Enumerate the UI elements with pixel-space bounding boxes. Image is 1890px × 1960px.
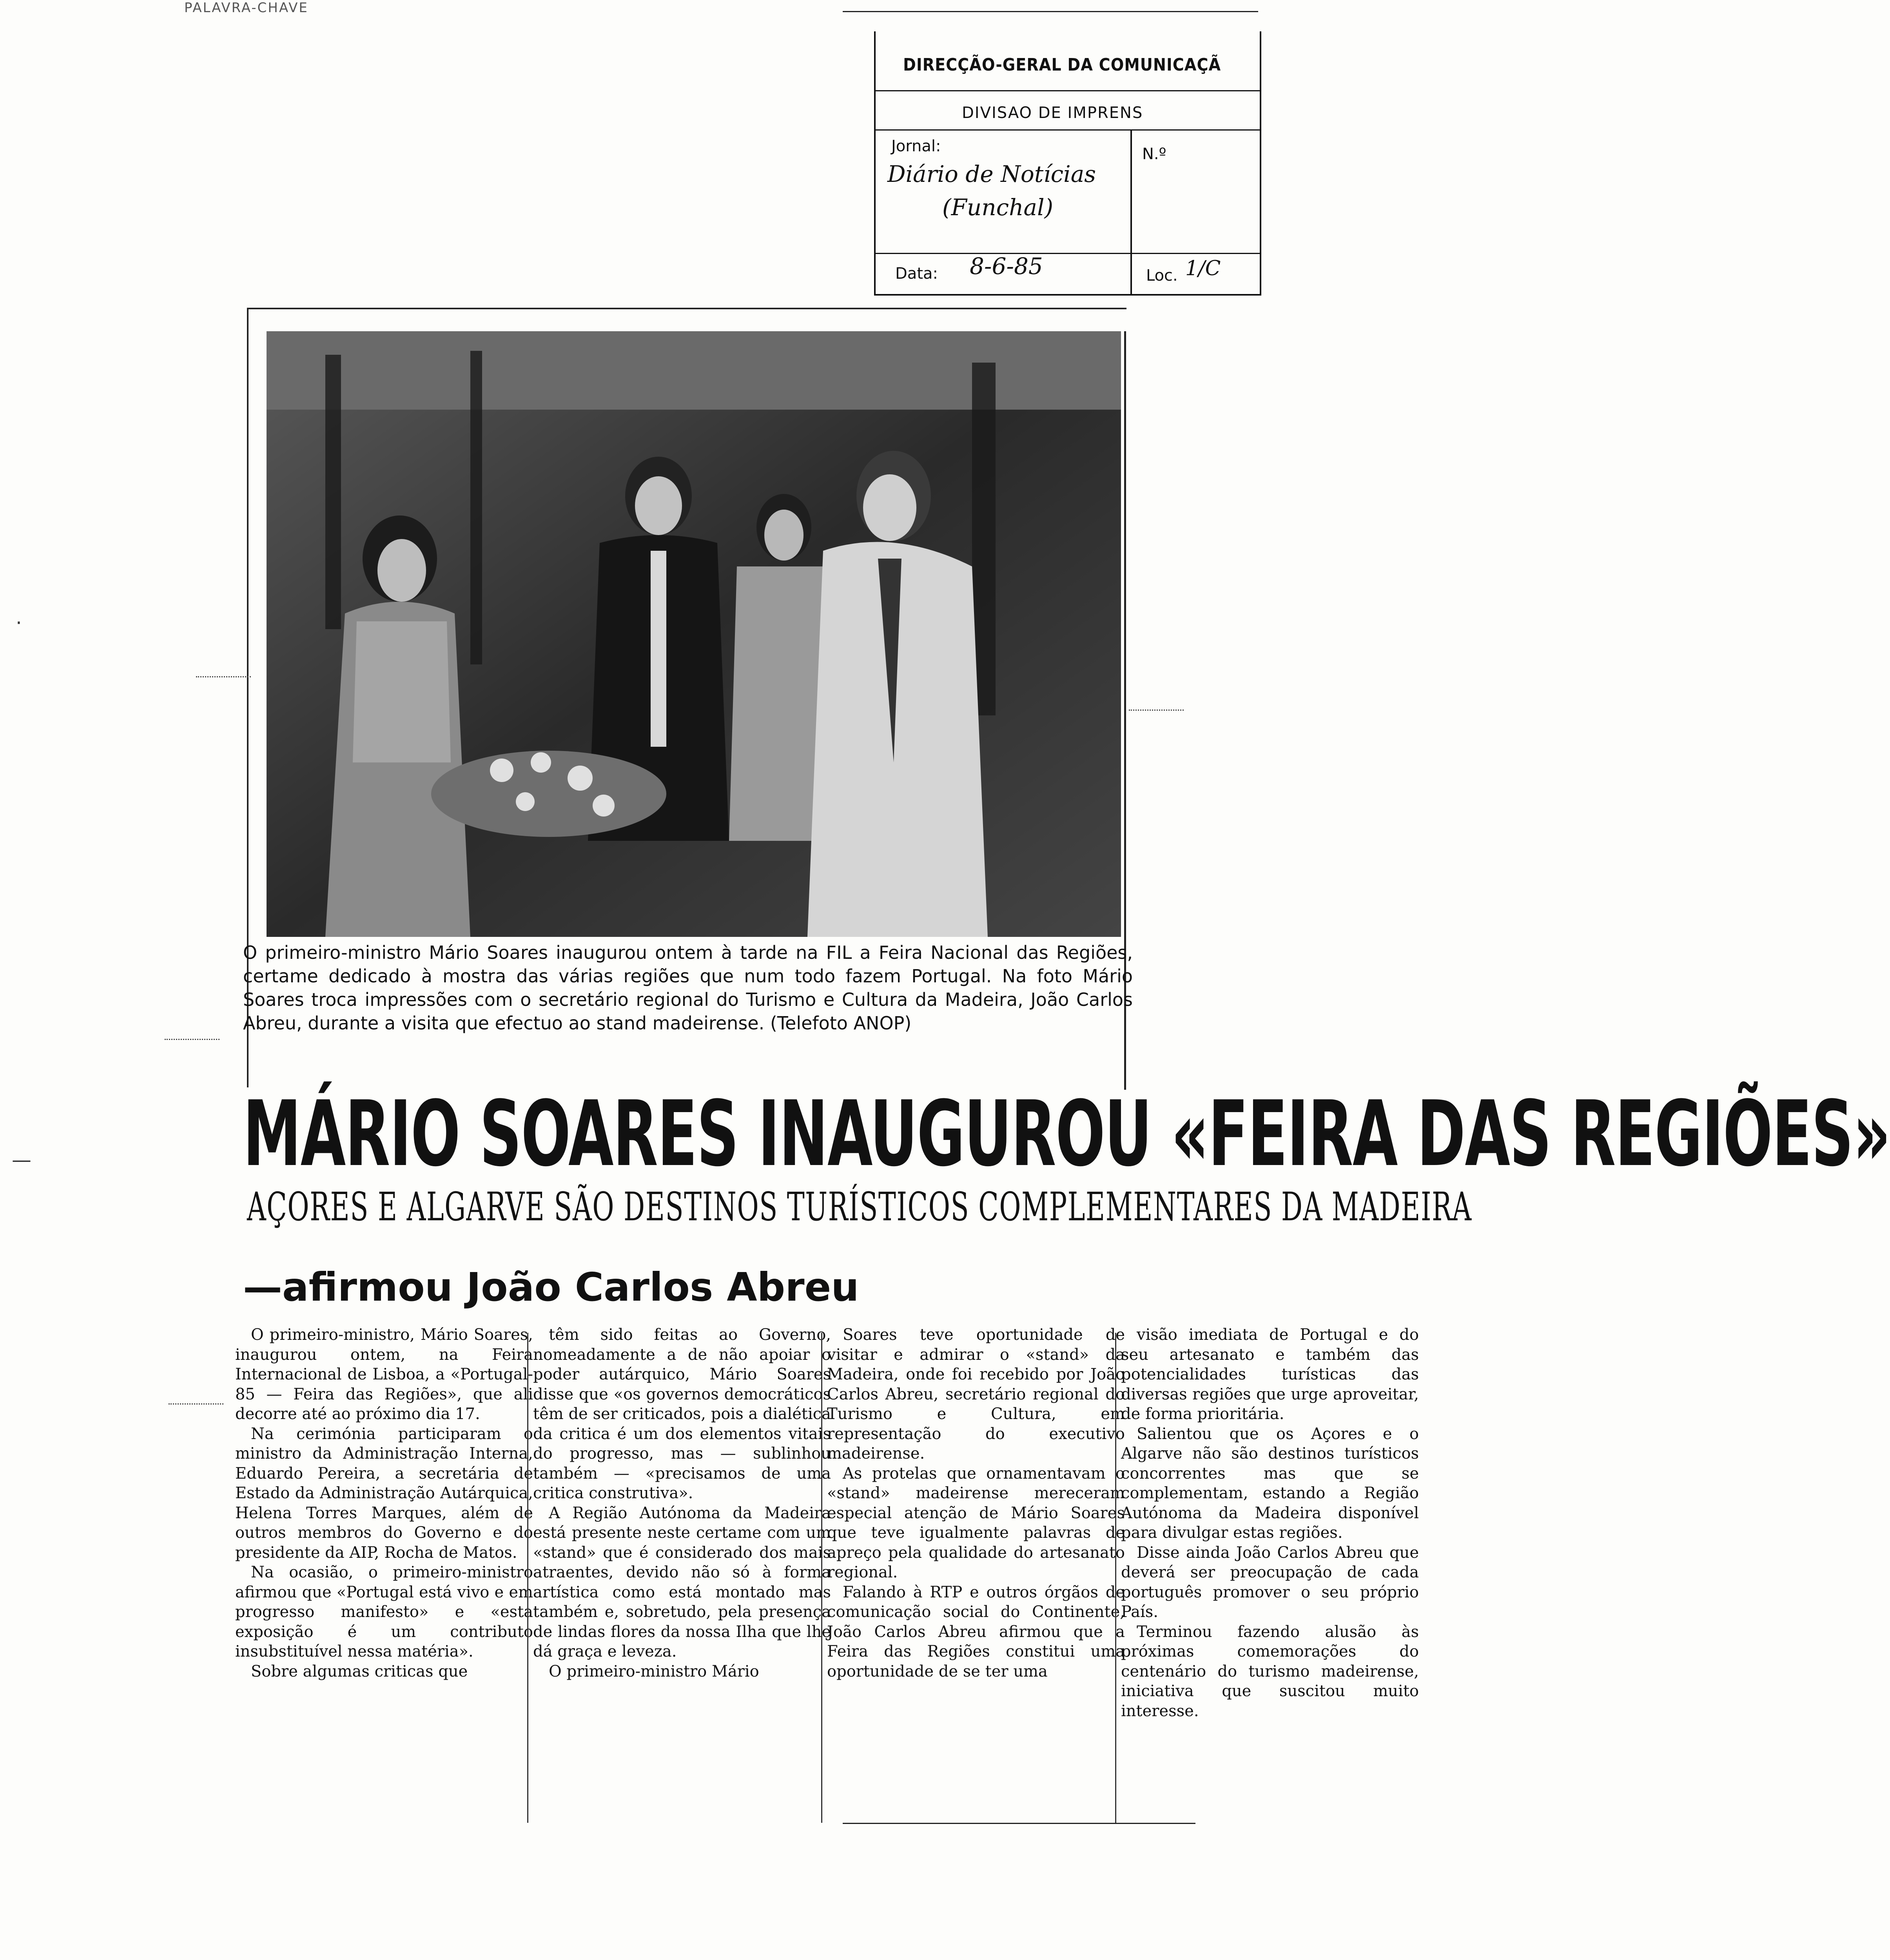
- paragraph: O primeiro-ministro, Mário Soares, inaugurou ontem, na Feira Internacional de Lisboa, a «Portugal-85 — Feira das Regiões», que ali decorre até ao próximo dia 17.: [235, 1326, 533, 1423]
- margin-mark: ⋅: [16, 612, 22, 634]
- news-photo-illustration: [267, 331, 1121, 937]
- paragraph: As protelas que ornamentavam o «stand» madeirense mereceram especial atenção de Mário Soares que teve igualmente palavras de apreço pela qualidade do artesanato regional.: [827, 1464, 1125, 1581]
- stamp-divider: [1130, 129, 1132, 263]
- paragraph: Sobre algumas criticas que: [251, 1662, 468, 1681]
- stamp-journal-city: (Funchal): [942, 194, 1054, 221]
- article-column-1: [235, 1325, 533, 1681]
- cut-mark: [196, 676, 251, 677]
- top-rule: [843, 11, 1258, 12]
- bottom-rule: [843, 1823, 1195, 1824]
- stamp-date-row: [876, 253, 1260, 254]
- stamp-date-divider: [1130, 253, 1132, 294]
- cut-mark: [169, 1403, 223, 1405]
- cut-mark: [165, 1039, 219, 1040]
- corner-label: PALAVRA-CHAVE: [184, 0, 308, 16]
- cut-mark: [1129, 710, 1184, 711]
- article-column-2: [533, 1325, 831, 1681]
- paragraph: Salientou que os Açores e o Algarve não são destinos turísticos concorrentes mas que se complementam, estando a Região Autónoma da Madeira disponível para divulgar estas regiões.: [1121, 1425, 1419, 1542]
- news-photo: [267, 331, 1121, 937]
- byline: —afirmou João Carlos Abreu: [243, 1264, 859, 1310]
- stamp-department: DIRECÇÃO-GERAL DA COMUNICAÇÃ: [903, 55, 1221, 75]
- paragraph: Na cerimónia participaram o ministro da Administração Interna, Eduardo Pereira, a secretária de Estado da Administração Autárquica, Helena Torres Marques, além de outros membros do Governo e do presidente da AIP, Rocha de Matos.: [235, 1425, 533, 1562]
- stamp-loc-label: Loc.: [1146, 267, 1178, 285]
- paragraph: têm sido feitas ao Governo, nomeadamente a de não apoiar o poder autárquico, Mário Soares disse que «os governos democráticos têm de ser criticados, pois a dialética da critica é um dos elementos vitais do progresso, mas — sublinhou também — «precisamos de uma critica construtiva».: [533, 1326, 831, 1502]
- stamp-date-label: Data:: [895, 265, 938, 283]
- paragraph: Na ocasião, o primeiro-ministro afirmou que «Portugal está vivo e em progresso manifesto» e «esta exposição é um contributo insubstituível nessa matéria».: [235, 1563, 533, 1661]
- stamp-journal-label: Jornal:: [891, 137, 941, 155]
- paragraph: Soares teve oportunidade de visitar e admirar o «stand» da Madeira, onde foi recebido por João Carlos Abreu, secretário regional do Turismo e Cultura, em representação do executivo madeirense.: [827, 1326, 1125, 1463]
- paragraph: Falando à RTP e outros órgãos de comunicação social do Continente, João Carlos Abreu afirmou que a Feira das Regiões constitui uma oportunidade de se ter uma: [827, 1583, 1125, 1681]
- paragraph: O primeiro-ministro Mário: [549, 1662, 759, 1681]
- paragraph: Disse ainda João Carlos Abreu que deverá ser preocupação de cada português promover o seu próprio País.: [1121, 1543, 1419, 1621]
- paragraph: visão imediata de Portugal e do seu artesanato e também das potencialidades turísticas das diversas regiões que urge aproveitar, de forma prioritária.: [1121, 1326, 1419, 1423]
- column-rule: [1115, 1333, 1116, 1823]
- stamp-journal-value: Diário de Notícias: [887, 161, 1096, 187]
- article-column-4: [1121, 1325, 1419, 1721]
- stamp-number-label: N.º: [1142, 145, 1166, 163]
- stamp-department-row: [876, 31, 1260, 91]
- article-column-3: [827, 1325, 1125, 1681]
- stamp-date-value: 8-6-85: [970, 253, 1043, 279]
- headline: MÁRIO SOARES INAUGUROU «FEIRA DAS REGIÕES»: [243, 1082, 1890, 1187]
- press-office-stamp: [874, 31, 1261, 296]
- column-rule: [821, 1333, 822, 1823]
- subheadline: AÇORES E ALGARVE SÃO DESTINOS TURÍSTICOS COMPLEMENTARES DA MADEIRA: [247, 1184, 1472, 1230]
- stamp-journal-row: [876, 129, 1260, 263]
- paragraph: A Região Autónoma da Madeira está presente neste certame com um «stand» que é considerado dos mais atraentes, devido não só à forma artística como está montado mas também e, sobretudo, pela presença de lindas flores da nossa Ilha que lhe dá graça e leveza.: [533, 1504, 831, 1661]
- stamp-loc-value: 1/C: [1185, 257, 1221, 280]
- display-table: [431, 751, 666, 837]
- margin-mark: —: [12, 1149, 31, 1171]
- column-rule: [527, 1333, 528, 1823]
- stamp-division: DIVISAO DE IMPRENS: [962, 104, 1143, 122]
- photo-caption: O primeiro-ministro Mário Soares inaugurou ontem à tarde na FIL a Feira Nacional das Regiões, certame dedicado à mostra das várias regiões que num todo fazem Portugal. Na foto Mário Soares troca impressões com o secretário regional do Turismo e Cultura da Madeira, João Carlos Abreu, durante a visita que efectuo ao stand madeirense. (Telefoto ANOP): [243, 942, 1133, 1034]
- paragraph: Terminou fazendo alusão às próximas comemorações do centenário do turismo madeirense, iniciativa que suscitou muito interesse.: [1121, 1622, 1419, 1720]
- stamp-division-row: [876, 90, 1260, 131]
